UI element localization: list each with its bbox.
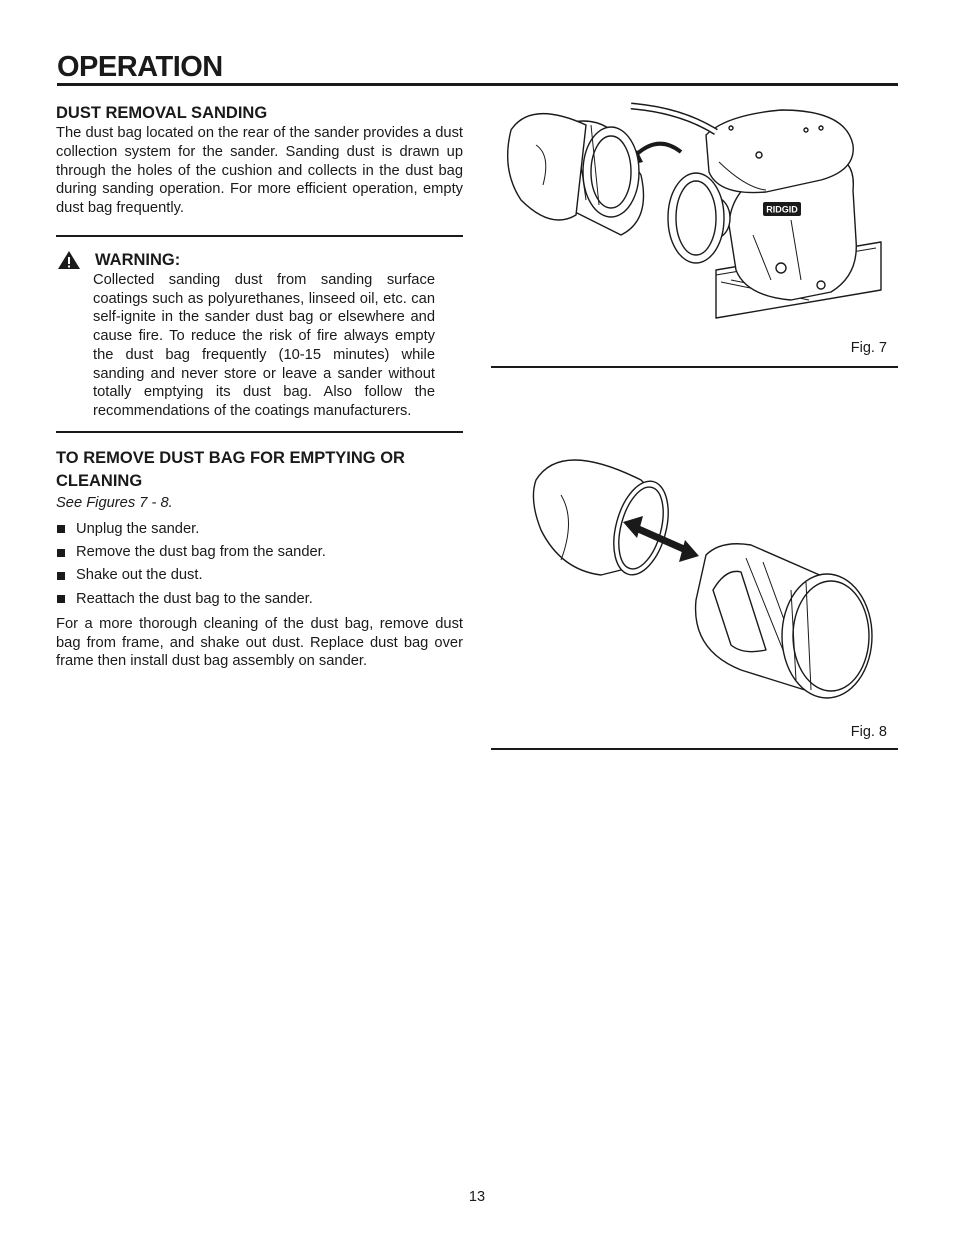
figure-8-rule: [491, 748, 898, 750]
warning-box: [56, 237, 463, 431]
bullet-square-icon: [57, 525, 65, 533]
divider: [56, 431, 463, 433]
sander-brand-label: RIDGID: [766, 204, 798, 215]
figure-8: [491, 440, 898, 755]
warning-header: [56, 249, 463, 271]
bullet-square-icon: [57, 572, 65, 580]
warning-triangle-icon: [57, 250, 81, 270]
list-item: Reattach the dust bag to the sander.: [56, 588, 463, 611]
remove-bag-heading: TO REMOVE DUST BAG FOR EMPTYING OR CLEANING: [56, 448, 405, 491]
page-number: 13: [468, 1189, 486, 1205]
list-item: Unplug the sander.: [56, 518, 463, 541]
figure-7-rule: [491, 366, 898, 368]
steps-list: [56, 518, 463, 611]
list-item: Remove the dust bag from the sander.: [56, 541, 463, 564]
closing-paragraph: For a more thorough cleaning of the dust bag, remove dust bag from frame, and shake out dust. Replace dust bag over frame then install dust bag assembly on sander.: [56, 615, 463, 670]
title-rule: [57, 83, 898, 86]
dust-removal-heading: DUST REMOVAL SANDING: [56, 104, 268, 122]
figure-8-caption: Fig. 8: [850, 724, 887, 740]
bullet-square-icon: [57, 549, 65, 557]
figure-7: [491, 100, 898, 370]
sander-dust-bag-illustration: [491, 100, 898, 325]
page-title: OPERATION: [57, 51, 223, 83]
dust-removal-body: The dust bag located on the rear of the sander provides a dust collection system for the sander. Sanding dust is drawn up through the holes of the cushion and collects in the dust bag during sanding operation. For more efficient operation, empty dust bag frequently.: [56, 125, 463, 217]
warning-text: Collected sanding dust from sanding surface coatings such as polyurethanes, linseed oil, etc. can self-ignite in the sander dust bag or elsewhere and cause fire. To reduce the risk of fire always empty the dust bag frequently (10-15 minutes) while sanding and never store or leave a sander without totally emptying its dust bag. Also follow the recommendations of the coatings manufacturers.: [93, 271, 435, 419]
see-figures-ref: See Figures 7 - 8.: [56, 494, 173, 511]
bullet-square-icon: [57, 595, 65, 603]
left-column: [56, 102, 463, 671]
list-item: Shake out the dust.: [56, 564, 463, 587]
warning-label: WARNING:: [95, 250, 181, 269]
figure-7-caption: Fig. 7: [850, 340, 887, 356]
dust-bag-frame-illustration: [491, 440, 898, 710]
